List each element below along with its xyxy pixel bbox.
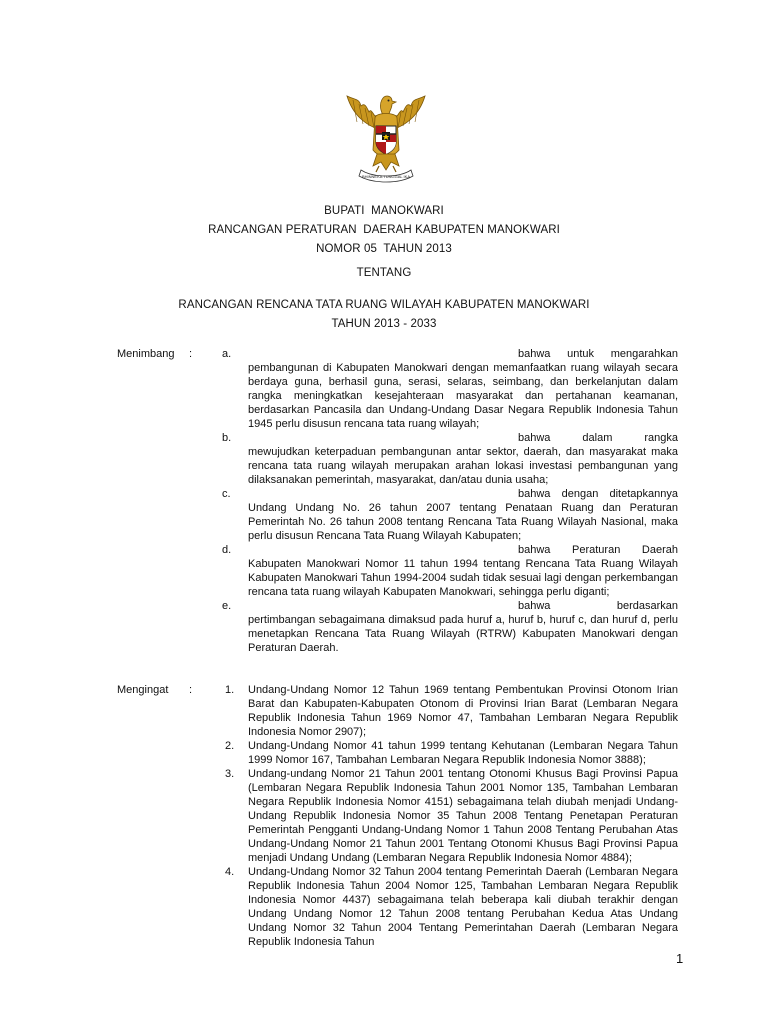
mengingat-marker-2: 2.: [225, 740, 235, 752]
mengingat-item-1: Undang-Undang Nomor 12 Tahun 1969 tentang Pembentukan Provinsi Otonom Irian Barat dan Kabupaten-Kabupaten Otonom di Provinsi Irian Barat (Lembaran Negara Republik Indonesia Tahun 1969 Nomor 47, Tambahan Lembaran Negara Republik Indonesia Nomor 2907);: [248, 684, 678, 738]
mengingat-item-3: Undang-undang Nomor 21 Tahun 2001 tentang Otonomi Khusus Bagi Provinsi Papua (Lembaran Negara Republik Indonesia Tahun 2001 Nomor 135, Tambahan Lembaran Negara Republik Indonesia Nomor 4151) sebagaimana telah diubah menjadi Undang-Undang Republik Indonesia Nomor 35 Tahun 2008 Tentang Penetapan Peraturan Pemerintah Pengganti Undang-Undang Nomor 1 Tahun 2008 Tentang Perubahan Atas Undang-Undang Nomor 21 Tahun 2001 Tentang Otonomi Khusus Bagi Provinsi Papua menjadi Undang Undang (Lembaran Negara Republik Indonesia Nomor 4884);: [248, 768, 678, 864]
header-subject-title: RANCANGAN RENCANA TATA RUANG WILAYAH KABUPATEN MANOKWARI: [178, 299, 590, 311]
menimbang-colon: :: [189, 348, 193, 360]
mengingat-label: Mengingat: [117, 684, 169, 696]
header-title: RANCANGAN PERATURAN DAERAH KABUPATEN MANOKWARI: [208, 224, 560, 236]
header-bupati: BUPATI MANOKWARI: [324, 205, 444, 217]
motto-text: BHINNEKA TUNGGAL IKA: [361, 174, 411, 179]
menimbang-item-c: bahwa dengan ditetapkannya Undang Undang No. 26 tahun 2007 tentang Penataan Ruang dan Peraturan Pemerintah No. 26 tahun 2008 tentang Rencana Tata Ruang Wilayah Nasional, maka perlu disusun Rencana Tata Ruang Wilayah Kabupaten;: [248, 488, 678, 542]
garuda-emblem-icon: [343, 86, 429, 186]
mengingat-item-2: Undang-Undang Nomor 41 tahun 1999 tentang Kehutanan (Lembaran Negara Tahun 1999 Nomor 167, Tambahan Lembaran Negara Republik Indonesia Nomor 3888);: [248, 740, 678, 766]
menimbang-marker-b: b.: [222, 432, 232, 444]
mengingat-item-4: Undang-Undang Nomor 32 Tahun 2004 tentang Pemerintah Daerah (Lembaran Negara Republik Indonesia Tahun 2004 Nomor 125, Tambahan Lembaran Negara Republik Indonesia Nomor 4437) sebagaimana telah beberapa kali diubah terakhir dengan Undang Undang Nomor 12 Tahun 2008 tentang Perubahan Kedua Atas Undang Undang Nomor 32 Tahun 2004 Tentang Pemerintahan Daerah (Lembaran Negara Republik Indonesia Tahun: [248, 866, 678, 948]
menimbang-item-e: bahwa berdasarkan pertimbangan sebagaimana dimaksud pada huruf a, huruf b, huruf c, dan huruf d, perlu menetapkan Rencana Tata Ruang Wilayah (RTRW) Kabupaten Manokwari dengan Peraturan Daerah.: [248, 600, 678, 654]
menimbang-label: Menimbang: [117, 348, 175, 360]
menimbang-marker-e: e.: [222, 600, 232, 612]
mengingat-marker-3: 3.: [225, 768, 235, 780]
header-subject-years: TAHUN 2013 - 2033: [331, 318, 437, 330]
menimbang-item-a: bahwa untuk mengarahkan pembangunan di Kabupaten Manokwari dengan memanfaatkan ruang wilayah secara berdaya guna, berhasil guna, serasi, selaras, seimbang, dan berkelanjutan dalam rangka meningkatkan kesejahteraan masyarakat dan pertahanan keamanan, berdasarkan Pancasila dan Undang-Undang Dasar Negara Republik Indonesia Tahun 1945 perlu disusun rencana tata ruang wilayah;: [248, 348, 678, 430]
mengingat-marker-1: 1.: [225, 684, 235, 696]
menimbang-marker-d: d.: [222, 544, 232, 556]
header-subject: [0, 296, 768, 334]
menimbang-item-b: bahwa dalam rangka mewujudkan keterpaduan pembangunan antar sektor, daerah, dan masyarakat maka rencana tata ruang wilayah merupakan arahan lokasi investasi pembangunan yang dilaksanakan pemerintah, masyarakat, dan/atau dunia usaha;: [248, 432, 678, 486]
menimbang-marker-a: a.: [222, 348, 232, 360]
header-tentang: TENTANG: [356, 267, 412, 279]
mengingat-colon: :: [189, 684, 193, 696]
page-number: 1: [676, 951, 684, 966]
menimbang-marker-c: c.: [222, 488, 231, 500]
document-header: [0, 202, 768, 259]
mengingat-marker-4: 4.: [225, 866, 235, 878]
menimbang-item-d: bahwa Peraturan Daerah Kabupaten Manokwari Nomor 11 tahun 1994 tentang Rencana Tata Ruang Wilayah Kabupaten Manokwari Tahun 1994-2004 sudah tidak sesuai lagi dengan perkembangan rencana tata ruang wilayah Kabupaten Manokwari, sehingga perlu diganti;: [248, 544, 678, 598]
header-number: NOMOR 05 TAHUN 2013: [316, 243, 452, 255]
